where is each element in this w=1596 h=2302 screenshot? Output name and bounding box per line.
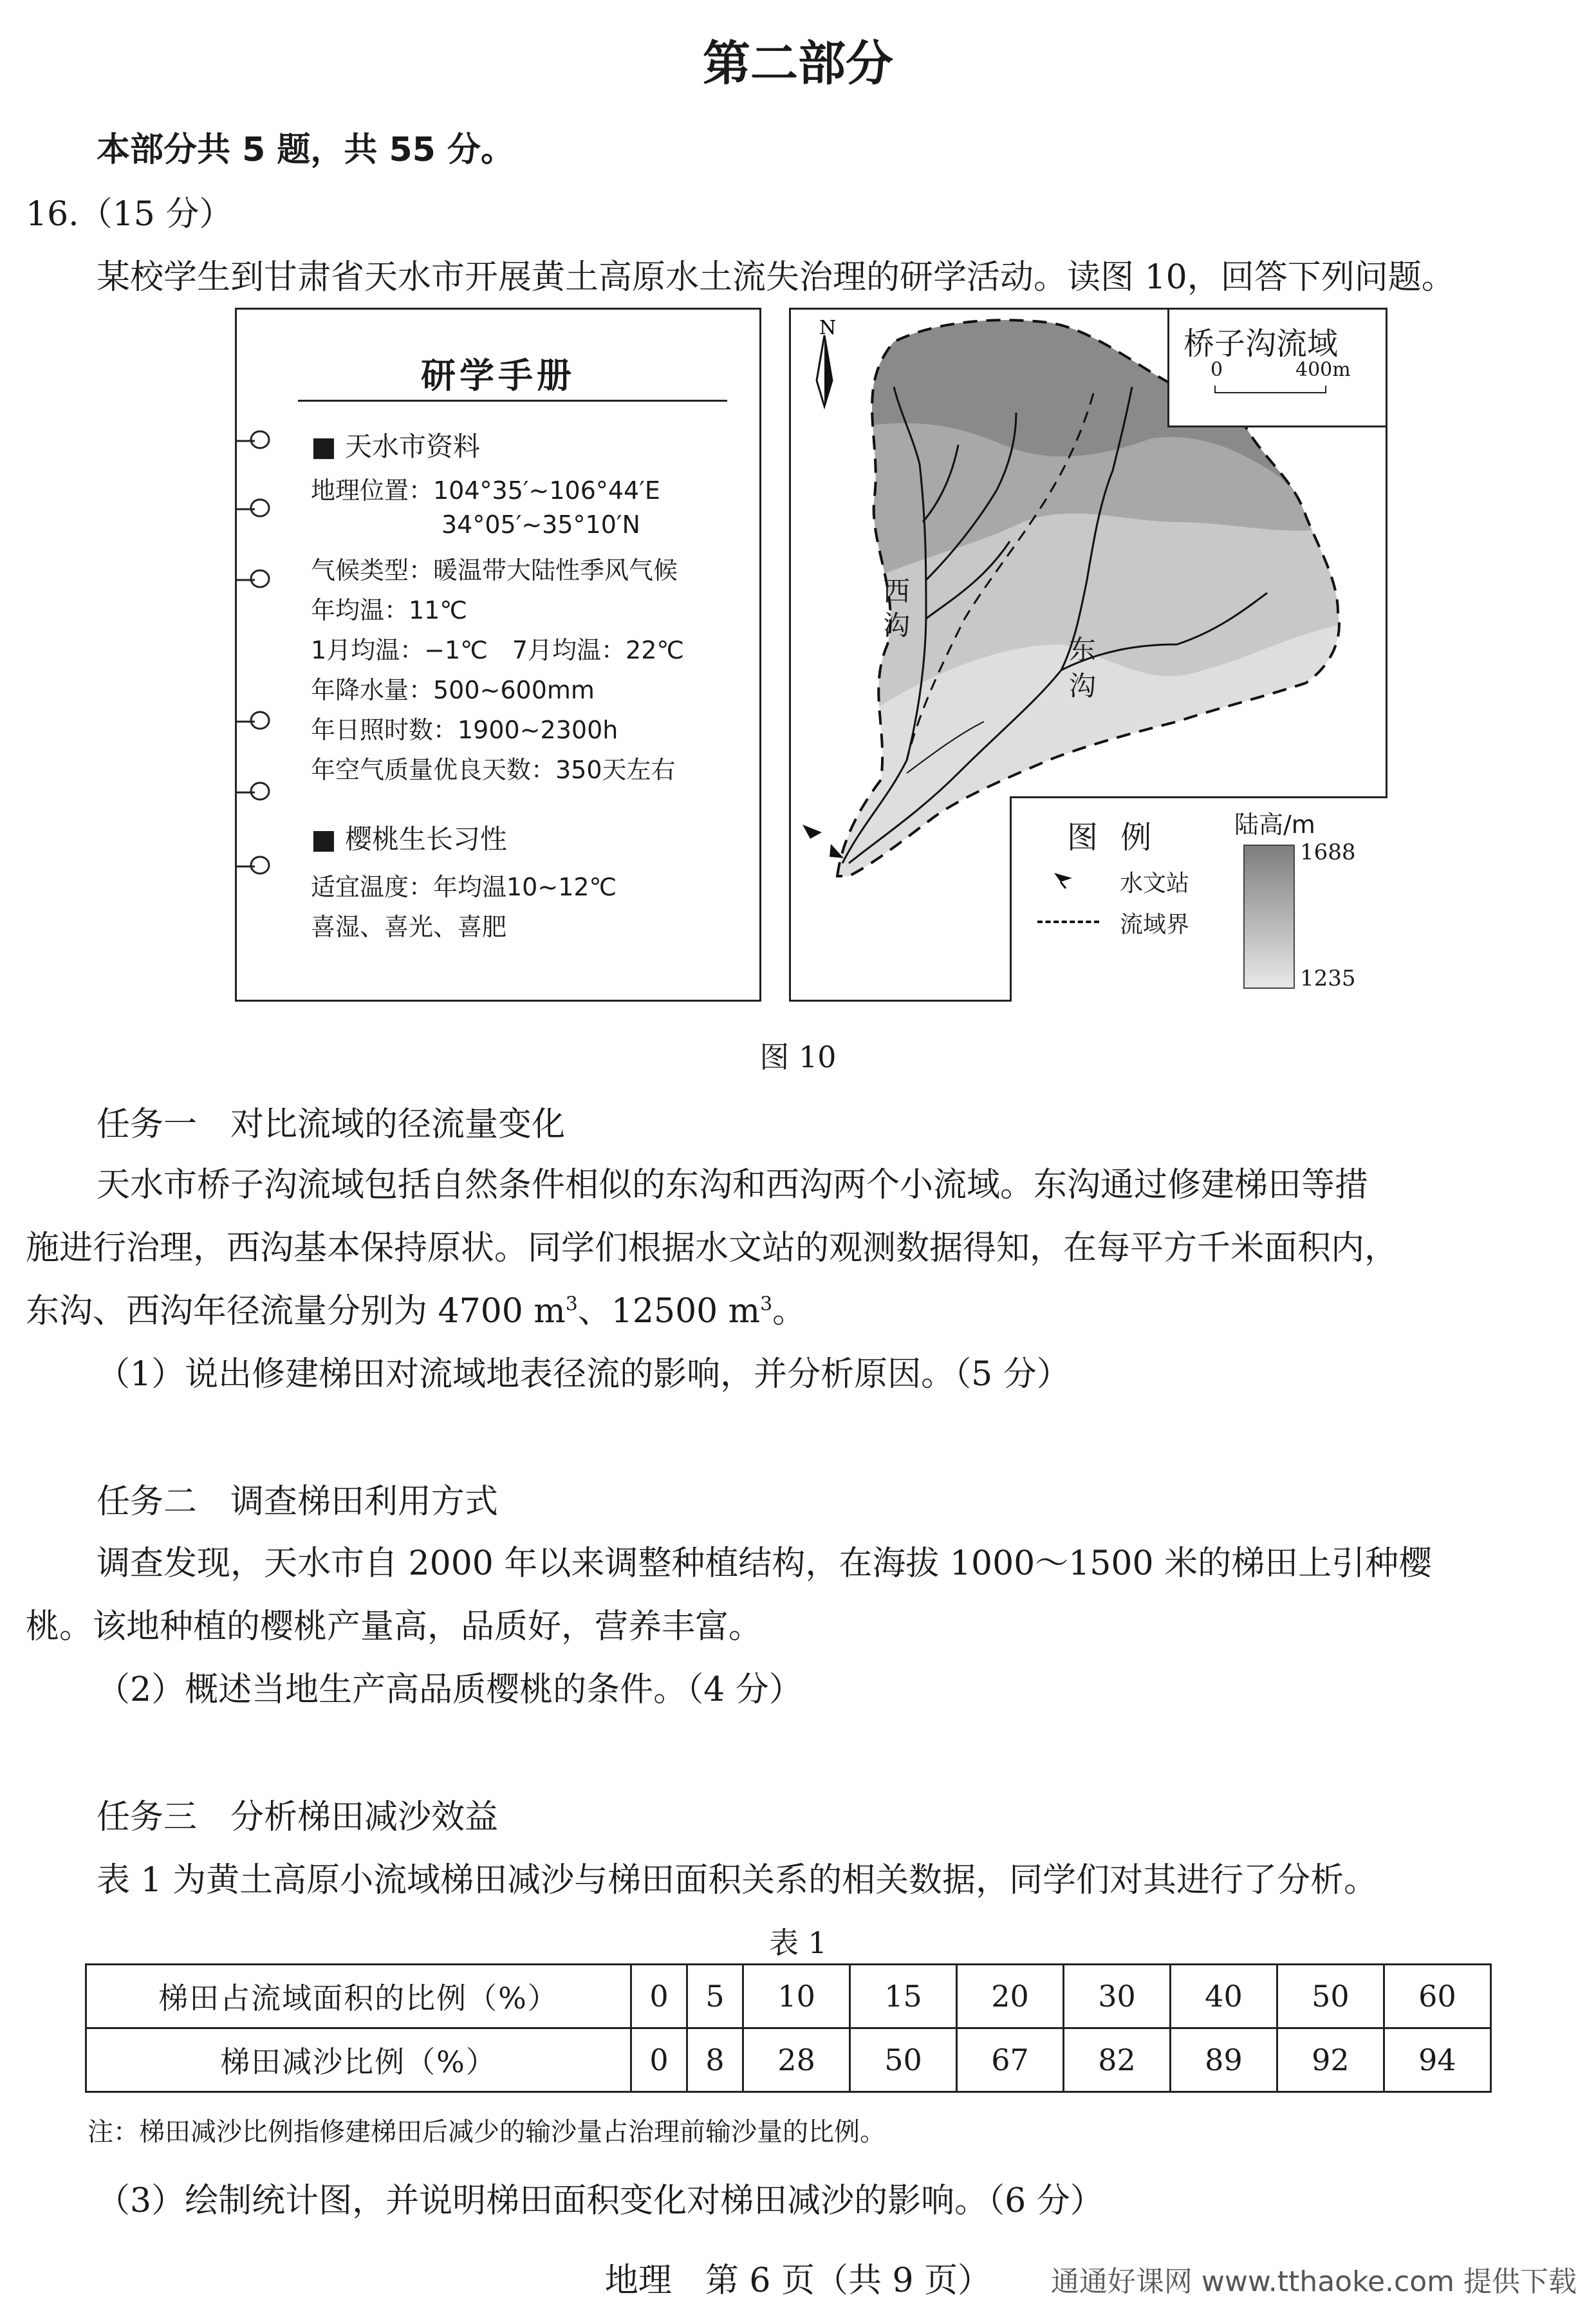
table-cell: 67: [957, 2028, 1064, 2092]
north-label: N: [819, 317, 837, 339]
table-cell: 92: [1277, 2028, 1384, 2092]
binder-ring-icon: [236, 780, 273, 803]
binder-ring-icon: [236, 428, 273, 451]
table-cell: 40: [1170, 1965, 1277, 2028]
question-stem: 某校学生到甘肃省天水市开展黄土高原水土流失治理的研学活动。读图 10，回答下列问题。: [97, 258, 1455, 297]
table-cell: 94: [1384, 2028, 1490, 2092]
legend-station-label: 水文站: [1120, 870, 1190, 897]
handbook-title-rule: [298, 400, 727, 402]
table-cell: 50: [850, 2028, 957, 2092]
task2-paragraph: 调查发现，天水市自 2000 年以来调整种植结构，在海拔 1000～1500 米的梯田上引种樱: [97, 1544, 1433, 1583]
table-row: [86, 1965, 1491, 2028]
table-caption: 表 1: [769, 1925, 827, 1960]
page-title: 第二部分: [703, 36, 893, 91]
elevation-colorbar: [1243, 845, 1295, 989]
binder-ring-icon: [236, 709, 273, 732]
table-cell: 60: [1384, 1965, 1490, 2028]
handbook-line: 年日照时数：1900~2300h: [311, 716, 618, 744]
question-2: （2）概述当地生产高品质樱桃的条件。（4 分）: [97, 1670, 803, 1709]
handbook-line: 适宜温度：年均温10~12℃: [311, 873, 617, 901]
east-gully-label: 沟: [1069, 670, 1097, 702]
table-row-label: 梯田占流域面积的比例（%）: [86, 1965, 631, 2028]
task1-paragraph: 施进行治理，西沟基本保持原状。同学们根据水文站的观测数据得知，在每平方千米面积内，: [26, 1229, 1398, 1268]
watermark: 通通好课网 www.tthaoke.com 提供下载: [1050, 2265, 1577, 2298]
terrace-sediment-table: [85, 1963, 1492, 2093]
table-cell: 20: [957, 1965, 1064, 2028]
map-title: 桥子沟流域: [1183, 326, 1339, 362]
table-cell: 8: [687, 2028, 743, 2092]
hydro-station-icon: [803, 825, 822, 839]
question-number: 16.（15 分）: [26, 195, 233, 234]
binder-ring-icon: [236, 854, 273, 877]
table-cell: 0: [631, 1965, 687, 2028]
handbook-line: 地理位置：104°35′~106°44′E: [311, 476, 660, 505]
table-row-label: 梯田减沙比例（%）: [86, 2028, 631, 2092]
handbook-section-city: ■ 天水市资料: [311, 431, 481, 462]
task1-heading: 任务一 对比流域的径流量变化: [97, 1105, 566, 1144]
table-cell: 5: [687, 1965, 743, 2028]
scale-bar: [1214, 386, 1326, 393]
handbook-title: 研学手册: [421, 355, 575, 396]
map-title-box: [1167, 310, 1386, 427]
study-handbook-panel: [235, 308, 761, 1002]
handbook-section-cherry: ■ 樱桃生长习性: [311, 823, 508, 855]
question-3: （3）绘制统计图，并说明梯田面积变化对梯田减沙的影响。（6 分）: [97, 2182, 1104, 2220]
table-cell: 82: [1064, 2028, 1171, 2092]
binder-ring-icon: [236, 567, 273, 590]
legend-elevation-title: 陆高/m: [1234, 810, 1315, 839]
west-gully-label: 西: [883, 576, 911, 607]
task3-paragraph: 表 1 为黄土高原小流域梯田减沙与梯田面积关系的相关数据，同学们对其进行了分析。: [97, 1861, 1378, 1900]
table-cell: 50: [1277, 1965, 1384, 2028]
figure-caption: 图 10: [759, 1040, 837, 1074]
elevation-max: 1688: [1300, 839, 1356, 865]
legend-boundary-label: 流域界: [1120, 912, 1190, 938]
table-cell: 30: [1064, 1965, 1171, 2028]
legend-title: 图 例: [1067, 819, 1158, 856]
table-note: 注：梯田减沙比例指修建梯田后减少的输沙量占治理前输沙量的比例。: [88, 2117, 886, 2147]
handbook-line: 34°05′~35°10′N: [441, 510, 640, 539]
task3-heading: 任务三 分析梯田减沙效益: [97, 1798, 499, 1837]
scale-zero: 0: [1211, 359, 1223, 381]
map-legend: [1010, 796, 1387, 1002]
east-gully-label: 东: [1069, 634, 1097, 666]
west-gully-label: 沟: [883, 610, 911, 641]
handbook-line: 1月均温：−1℃ 7月均温：22℃: [311, 636, 685, 664]
question-1: （1）说出修建梯田对流域地表径流的影响，并分析原因。（5 分）: [97, 1355, 1070, 1394]
watershed-map-panel: [789, 308, 1387, 1002]
table-cell: 10: [743, 1965, 850, 2028]
table-cell: 89: [1170, 2028, 1277, 2092]
page-footer: 地理 第 6 页（共 9 页）: [604, 2261, 992, 2300]
legend-boundary-line: [1037, 921, 1099, 923]
handbook-line: 年均温：11℃: [311, 596, 468, 624]
scale-end: 400m: [1295, 359, 1351, 381]
task2-paragraph: 桃。该地种植的樱桃产量高，品质好，营养丰富。: [26, 1607, 763, 1646]
task1-paragraph: 天水市桥子沟流域包括自然条件相似的东沟和西沟两个小流域。东沟通过修建梯田等措: [97, 1166, 1369, 1204]
handbook-line: 气候类型：暖温带大陆性季风气候: [311, 556, 678, 585]
table-row: [86, 2028, 1491, 2092]
table-cell: 15: [850, 1965, 957, 2028]
task1-paragraph: 东沟、西沟年径流量分别为 4700 $m^3$、12500 $m^3$。: [26, 1292, 806, 1331]
hydro-station-icon: [1050, 869, 1076, 891]
elevation-min: 1235: [1300, 966, 1356, 991]
section-intro: 本部分共 5 题，共 55 分。: [97, 131, 514, 169]
table-cell: 28: [743, 2028, 850, 2092]
handbook-line: 喜湿、喜光、喜肥: [311, 913, 507, 941]
task2-heading: 任务二 调查梯田利用方式: [97, 1483, 499, 1521]
handbook-line: 年降水量：500~600mm: [311, 676, 595, 704]
table-cell: 0: [631, 2028, 687, 2092]
binder-ring-icon: [236, 496, 273, 519]
handbook-line: 年空气质量优良天数：350天左右: [311, 756, 676, 784]
